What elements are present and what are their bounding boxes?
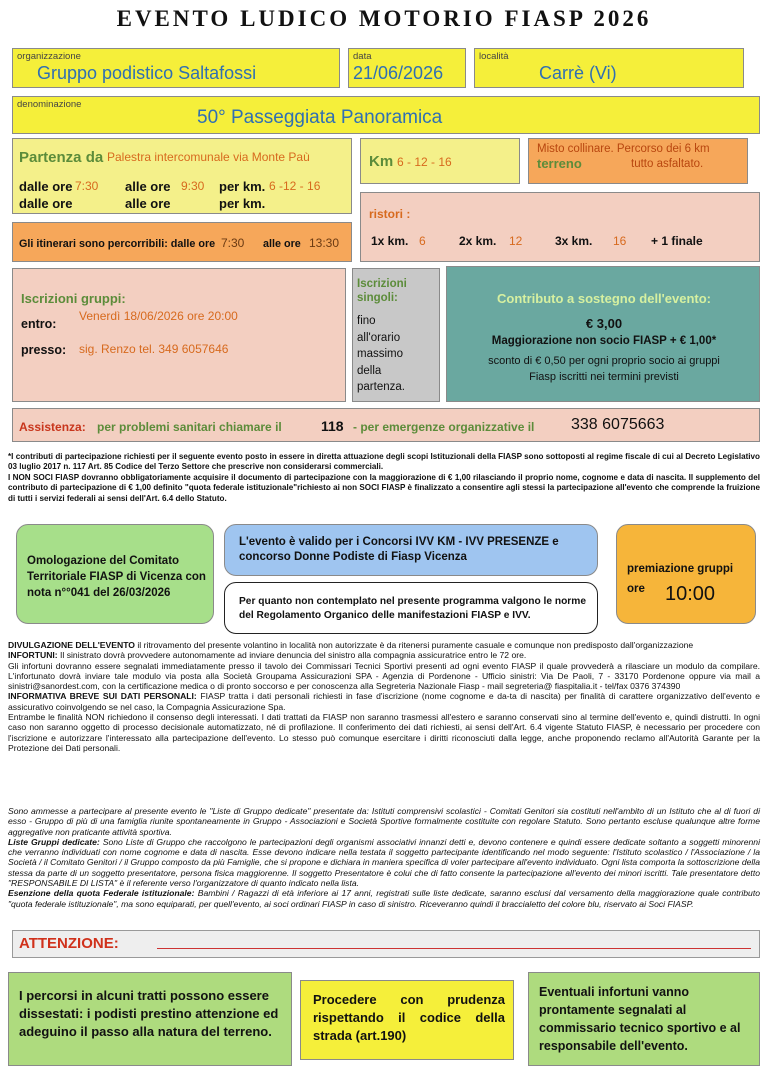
- assistance-box: [12, 408, 760, 442]
- lists-paragraph: Sono ammesse a partecipare al presente evento le "Liste di Gruppo dedicate" presentate da: Istituti comprensivi scolastici - Comitati Genitori sia costituti nell'ambito di un Istituto che al di fuori di esso - Gruppo di più di una famiglia riunite spontaneamente in Gruppo - Associazioni e Società Sportive formalmente costituite con regolare Statuto. Sono pertanto escluse qualunque altre forme aggregative non praticante attività sportiva.: [8, 806, 760, 837]
- start-km: 6 -12 - 16: [269, 179, 321, 193]
- organization-box: [12, 48, 340, 88]
- page-title: EVENTO LUDICO MOTORIO FIASP 2026: [116, 6, 652, 31]
- legal-paragraph: INFORMATIVA BREVE SUI DATI PERSONALI: FIASP tratta i dati personali richiesti in fase d'iscrizione (nome cognome e da-ta di nascita) per finalità di carattere organizzativo dell'evento e assicurativo coinvolgendo se nel caso, la Compagnia Assicurazione Spa.: [8, 691, 760, 712]
- fiscal-note-1: *I contributi di partecipazione richiesti per il seguente evento posto in essere in diretta attuazione degli scopi Istituzionali della FIASP sono sottoposti al regime fiscale di cui al Decreto Legislativo 03 luglio 2017 n. 117 Art. 85 Codice del Terzo Settore che prescrive non considerarsi commerciali.: [8, 452, 760, 472]
- start2-from-label: dalle ore: [19, 196, 73, 211]
- warning-bar: [12, 930, 760, 958]
- refreshment-3-value: 16: [613, 234, 627, 248]
- start-value: Palestra intercomunale via Monte Paù: [107, 150, 310, 164]
- rules-text: Per quanto non contemplato nel presente programma valgono le norme del Regolamento Organico delle manifestazioni FIASP e IVV.: [239, 596, 586, 621]
- homologation-text: [27, 553, 209, 601]
- single-registration-label: Iscrizioni singoli:: [357, 278, 407, 304]
- warning-label: ATTENZIONE:: [19, 935, 119, 952]
- contests-text: L'evento è valido per i Concorsi IVV KM - IVV PRESENZE e concorso Donne Podiste di Fiasp Vicenza: [239, 536, 559, 563]
- legal-section: [8, 640, 760, 753]
- traffic-warning-box: [300, 980, 514, 1060]
- refreshment-final: + 1 finale: [651, 234, 703, 248]
- group-deadline-label: entro:: [21, 317, 57, 331]
- single-text-5: partenza.: [357, 381, 405, 393]
- terrain-desc-a: Misto collinare. Percorso dei 6 km: [537, 143, 710, 155]
- start-to-label: alle ore: [125, 179, 171, 194]
- fiscal-note: [8, 452, 760, 504]
- routes-to-label: alle ore: [263, 238, 301, 250]
- group-deadline: Venerdì 18/06/2026 ore 20:00: [79, 309, 238, 323]
- start-box: [12, 138, 352, 214]
- assistance-text-a: per problemi sanitari chiamare il: [97, 420, 282, 434]
- location-box: [474, 48, 744, 88]
- terrain-label: terreno: [537, 156, 582, 171]
- contribution-discount-a: sconto di € 0,50 per ogni proprio socio ai gruppi: [488, 355, 720, 367]
- assistance-number: 118: [321, 418, 344, 434]
- organization-value: Gruppo podistico Saltafossi: [37, 63, 257, 83]
- start2-km-label: per km.: [219, 196, 266, 211]
- lists-paragraph: Esenzione della quota Federale istituzionale: Bambini / Ragazzi di età inferiore ai 17 anni, registrati sulle liste dedicate, saranno esclusi dal versamento della maggiorazione quale contributo "quota federale istituzionale", ma sono equiparati, per quell'evento, ai soci ordinari FIASP in caso di sinistro. Riceveranno quindi il braccialetto del colore blu, riservato ai Soci FIASP.: [8, 888, 760, 909]
- legal-paragraph: Gli infortuni dovranno essere segnalati immediatamente presso il tavolo dei Commissari Tecnici Sportivi presenti ad ogni evento FIASP il quale provvederà a rilasciare un modulo da compilare. L'infortunato dovrà inviare tale modulo via posta alla Società Groupama Assicurazioni SPA - Agenzia di Pordenone - Ufficio sinistri: Via De Paoli, 7 - 33170 Pordenone oppure via mail a sinistri@sanordest.com, con la certificazione medica o di pronto soccorso e per conoscenza alla Segreteria Nazionale Fiasp - mail segreteria@ fiaspitalia.it - tel/fax 0376 374390: [8, 660, 760, 692]
- event-name-box: [12, 96, 760, 134]
- traffic-warning-text: Procedere con prudenza rispettando il codice della strada (art.190): [313, 992, 505, 1043]
- single-text-1: fino: [357, 315, 376, 327]
- contribution-box: [446, 266, 760, 402]
- group-contact: sig. Renzo tel. 349 6057646: [79, 342, 229, 356]
- awards-box: [616, 524, 756, 624]
- refreshments-box: [360, 192, 760, 262]
- refreshment-3-label: 3x km.: [555, 234, 593, 248]
- refreshment-2-value: 12: [509, 234, 523, 248]
- terrain-desc-b: tutto asfaltato.: [631, 158, 704, 170]
- refreshment-1-label: 1x km.: [371, 234, 409, 248]
- rules-box: [224, 582, 598, 634]
- assistance-text-b: - per emergenze organizzative il: [353, 420, 535, 434]
- assistance-phone: 338 6075663: [571, 416, 665, 433]
- contribution-discount-b: Fiasp iscritti nei termini previsti: [529, 371, 679, 383]
- km-label: Km: [369, 153, 394, 170]
- single-registration-box: [352, 268, 440, 402]
- homologation-number: °041 del 26/03/2026: [66, 587, 171, 599]
- homologation-box: [16, 524, 214, 624]
- fiscal-note-2: I NON SOCI FIASP dovranno obbligatoriamente acquisire il documento di partecipazione con la maggiorazione di € 1,00 rilasciando il proprio nome, cognome e data di nascita. Il supplemento del contributo di partecipazione di € 1,00 definito "quota federale istituzionale"richiesto ai non SOCI FIASP è finalizzato a consentire agli stessi la partecipazione all'evento che comprende la fruizione di tutti i servizi federali ai sensi dell'Art. 6.4 dello Statuto.: [8, 472, 760, 503]
- injury-warning-text: Eventuali infortuni vanno prontamente segnalati al commissario tecnico sportivo e al responsabile dell'evento.: [539, 985, 741, 1053]
- routes-to: 13:30: [309, 236, 340, 250]
- start-from: 7:30: [75, 179, 99, 193]
- awards-time-label: ore: [627, 583, 645, 595]
- single-text-3: massimo: [357, 348, 404, 360]
- terrain-box: [528, 138, 748, 184]
- contribution-amount: € 3,00: [585, 316, 623, 331]
- group-contact-label: presso:: [21, 343, 67, 357]
- event-name-label: denominazione: [17, 99, 82, 110]
- km-value: 6 - 12 - 16: [397, 155, 452, 169]
- location-value: Carrè (Vi): [539, 63, 617, 83]
- start-from-label: dalle ore: [19, 179, 73, 194]
- warning-line: [157, 948, 751, 949]
- start-km-label: per km.: [219, 179, 266, 194]
- legal-paragraph: INFORTUNI: Il sinistrato dovrà provvedere autonomamente ad inviare denuncia del sinistro alla compagnia assicuratrice entro le 72 ore.: [8, 650, 527, 661]
- group-registration-label: Iscrizioni gruppi:: [21, 291, 126, 306]
- contests-box: [224, 524, 598, 576]
- legal-paragraph: DIVULGAZIONE DELL'EVENTO il ritrovamento del presente volantino in località non autorizzate è da ritenersi puramente casuale e comunque non predisposto dall'organizzazione: [8, 640, 694, 650]
- start-to: 9:30: [181, 179, 205, 193]
- lists-paragraph: Liste Gruppi dedicate: Sono Liste di Gruppo che raccolgono le partecipazioni degli organismi associativi innanzi detti e, devono contenere e quindi essere dedicate soltanto a soggetti minorenni che verranno individuati con nome cognome e data di nascita. Esse devono indicare nella testata il soggetto partecipante identificando nel modo seguente: l'Istituto scolastico / l'Associazione / la Società / il Comitato Genitori / il Gruppo composto da più Famiglie, che si propone e dichiara in maniera specifica di voler partecipare all'evento individuato. Ogni lista comporta la sottoscrizione della stessa da parte di un soggetto presentatore, persona fisica maggiorenne. Il soggetto Presentatore è colui che di fatto consente la partecipazione all'evento dei minori iscritti. Tale presentatore detto "RESPONSABILE DI LISTA" è il referente verso l'organizzatore di quanto indicato nella lista.: [8, 836, 760, 889]
- group-registration-box: [12, 268, 346, 402]
- event-name-value: 50° Passeggiata Panoramica: [197, 107, 443, 128]
- single-text-4: della: [357, 364, 382, 377]
- lists-section: [8, 806, 760, 909]
- assistance-label: Assistenza:: [19, 420, 86, 434]
- routes-box: [12, 222, 352, 262]
- awards-time: 10:00: [665, 583, 716, 605]
- injury-warning-box: [528, 972, 760, 1066]
- refreshments-label: ristori :: [369, 207, 411, 221]
- date-box: [348, 48, 466, 88]
- location-label: località: [479, 51, 509, 62]
- refreshment-1-value: 6: [419, 234, 426, 248]
- routes-label: Gli itinerari sono percorribili: dalle ore: [19, 238, 216, 250]
- single-text-2: all'orario: [357, 331, 401, 344]
- legal-paragraph: Entrambe le finalità NON richiedono il consenso degli interessati. I dati trattati da FIASP non saranno trasmessi all'estero e saranno conservati sino al termine dell'evento e, quindi distrutti. In ogni caso non saranno oggetto di processo decisionale automatizzato, né di profilazione. Il conferimento dei dati richiesti, ai sensi dell'Art. 6.4 vigente Statuto FIASP, è necessario per procedere con l'iscrizione e autorizzare l'interessato alla partecipazione dell'evento. Lo stesso può comunque esercitare i diritti riconosciuti dalla legge, anche proponendo reclamo all'Autorità Garante per la Protezione dei Dati personali.: [8, 712, 760, 753]
- km-box: [360, 138, 520, 184]
- date-value: 21/06/2026: [353, 63, 444, 83]
- homologation-label: Omologazione del Comitato Territoriale FIASP di Vicenza con nota n°: [27, 555, 206, 599]
- organization-label: organizzazione: [17, 51, 81, 62]
- terrain-warning-box: [8, 972, 292, 1066]
- contribution-surcharge: Maggiorazione non socio FIASP + € 1,00*: [491, 335, 717, 347]
- contribution-label: Contributo a sostegno dell'evento:: [497, 291, 711, 306]
- routes-from: 7:30: [221, 236, 245, 250]
- awards-label: premiazione gruppi: [627, 563, 734, 575]
- start-label: Partenza da: [19, 149, 104, 166]
- terrain-warning-text: I percorsi in alcuni tratti possono essere dissestati: i podisti prestino attenzione ed adeguino il passo alla natura del terreno.: [19, 988, 279, 1039]
- start2-to-label: alle ore: [125, 196, 171, 211]
- refreshment-2-label: 2x km.: [459, 234, 497, 248]
- date-label: data: [353, 51, 372, 62]
